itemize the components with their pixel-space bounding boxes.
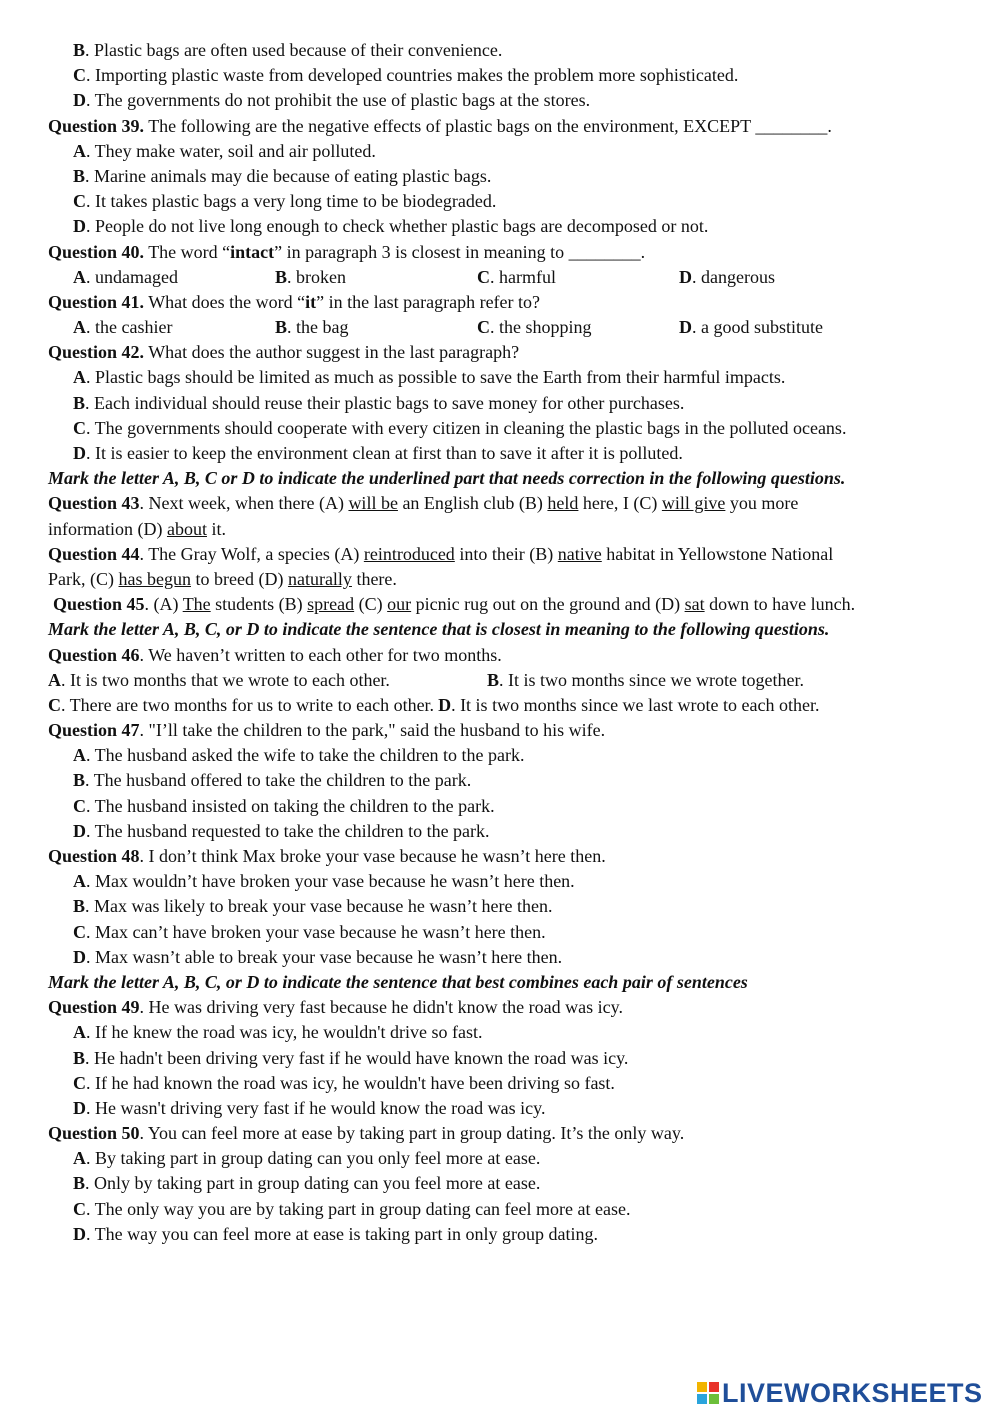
q50-stem: Question 50. You can feel more at ease by taking part in group dating. It’s the only way. xyxy=(48,1123,685,1144)
q48-stem: Question 48. I don’t think Max broke your vase because he wasn’t here then. xyxy=(48,846,606,866)
q41-option-a[interactable]: A. the cashier xyxy=(73,317,173,338)
logo-wordmark: LIVEWORKSHEETS xyxy=(722,1377,983,1408)
q44-part-b[interactable]: native xyxy=(557,543,602,564)
logo-square xyxy=(697,1394,707,1404)
q38-option-b[interactable]: B. Plastic bags are often used because of their convenience. xyxy=(73,40,503,60)
q42-stem: Question 42. What does the author suggest in the last paragraph? xyxy=(48,342,520,363)
q40-option-a[interactable]: A. undamaged xyxy=(73,266,178,287)
q47-option-c[interactable]: C. The husband insisted on taking the children to the park. xyxy=(73,795,495,816)
q48-option-a[interactable]: A. Max wouldn’t have broken your vase because he wasn’t here then. xyxy=(73,871,575,892)
q46-options-row-1 xyxy=(48,668,958,693)
q44-part-a[interactable]: reintroduced xyxy=(363,543,455,564)
q38-option-c[interactable]: C. Importing plastic waste from developed countries makes the problem more sophisticated. xyxy=(73,65,739,86)
q40-option-b[interactable]: B. broken xyxy=(275,266,346,287)
q48-option-c[interactable]: C. Max can’t have broken your vase because he wasn’t here then. xyxy=(73,921,546,942)
q39-option-b[interactable]: B. Marine animals may die because of eating plastic bags. xyxy=(73,165,492,186)
q47-option-d[interactable]: D. The husband requested to take the children to the park. xyxy=(73,820,490,841)
q43-part-b[interactable]: held xyxy=(547,493,579,514)
q42-option-a[interactable]: A. Plastic bags should be limited as much as possible to save the Earth from their harmful impacts. xyxy=(73,367,786,388)
q50-option-b[interactable]: B. Only by taking part in group dating can you feel more at ease. xyxy=(73,1173,541,1194)
q42-option-b[interactable]: B. Each individual should reuse their plastic bags to save money for other purchases. xyxy=(73,392,685,413)
q41-option-d[interactable]: D. a good substitute xyxy=(679,317,823,338)
q41-options xyxy=(48,315,958,340)
q42-option-c[interactable]: C. The governments should cooperate with every citizen in cleaning the plastic bags in the polluted oceans. xyxy=(73,417,847,438)
q43-part-d[interactable]: about xyxy=(166,518,207,539)
q46-option-b[interactable]: B. It is two months since we wrote together. xyxy=(487,669,804,690)
q46-option-c[interactable]: C. There are two months for us to write to each other. xyxy=(48,694,435,715)
q44-part-d[interactable]: naturally xyxy=(287,568,352,589)
q50-option-a[interactable]: A. By taking part in group dating can you only feel more at ease. xyxy=(73,1148,541,1169)
q44-line-2: Park, (C) has begun to breed (D) naturally there. xyxy=(48,568,397,589)
q46-option-d[interactable]: D. It is two months since we last wrote to each other. xyxy=(438,694,820,715)
q39-option-d[interactable]: D. People do not live long enough to check whether plastic bags are decomposed or not. xyxy=(73,216,709,237)
q50-option-c[interactable]: C. The only way you are by taking part in group dating can feel more at ease. xyxy=(73,1198,631,1219)
instruction-error-correction: Mark the letter A, B, C or D to indicate the underlined part that needs correction in the following questions. xyxy=(48,468,846,489)
q49-stem: Question 49. He was driving very fast because he didn't know the road was icy. xyxy=(48,997,623,1018)
q41-option-b[interactable]: B. the bag xyxy=(275,317,349,338)
worksheet-page xyxy=(48,38,958,1247)
q44-line-1: Question 44. The Gray Wolf, a species (A) reintroduced into their (B) native habitat in Yellowstone National xyxy=(48,543,834,564)
q45-part-d[interactable]: sat xyxy=(684,594,705,615)
instruction-combine-sentences: Mark the letter A, B, C, or D to indicate the sentence that best combines each pair of sentences xyxy=(48,971,748,992)
q49-option-b[interactable]: B. He hadn't been driving very fast if he would have known the road was icy. xyxy=(73,1047,629,1068)
q42-option-d[interactable]: D. It is easier to keep the environment clean at first than to save it after it is polluted. xyxy=(73,443,683,463)
q43-part-a[interactable]: will be xyxy=(348,493,398,514)
q43-part-c[interactable]: will give xyxy=(661,493,726,514)
q49-option-a[interactable]: A. If he knew the road was icy, he wouldn't drive so fast. xyxy=(73,1022,483,1043)
logo-square xyxy=(709,1394,719,1404)
q48-option-d[interactable]: D. Max wasn’t able to break your vase because he wasn’t here then. xyxy=(73,946,563,967)
q47-option-b[interactable]: B. The husband offered to take the children to the park. xyxy=(73,770,472,791)
q38-option-d[interactable]: D. The governments do not prohibit the use of plastic bags at the stores. xyxy=(73,90,591,111)
q41-stem: Question 41. What does the word “it” in the last paragraph refer to? xyxy=(48,291,541,312)
q47-stem: Question 47. "I’ll take the children to the park," said the husband to his wife. xyxy=(48,720,606,741)
q45-part-b[interactable]: spread xyxy=(307,594,355,615)
q47-option-a[interactable]: A. The husband asked the wife to take the children to the park. xyxy=(73,745,525,766)
q49-option-c[interactable]: C. If he had known the road was icy, he wouldn't have been driving so fast. xyxy=(73,1072,615,1093)
q39-stem: Question 39. The following are the negative effects of plastic bags on the environment, EXCEPT ________. xyxy=(48,115,832,136)
instruction-closest-meaning: Mark the letter A, B, C, or D to indicate the sentence that is closest in meaning to the following questions. xyxy=(48,619,830,640)
q43-line-1: Question 43. Next week, when there (A) will be an English club (B) held here, I (C) will give you more xyxy=(48,493,799,514)
q43-line-2: information (D) about it. xyxy=(48,518,226,539)
q39-option-a[interactable]: A. They make water, soil and air polluted. xyxy=(73,140,376,161)
q44-part-c[interactable]: has begun xyxy=(118,568,191,589)
q46-options-row-2 xyxy=(48,693,958,718)
q49-option-d[interactable]: D. He wasn't driving very fast if he would know the road was icy. xyxy=(73,1097,546,1118)
q39-option-c[interactable]: C. It takes plastic bags a very long time to be biodegraded. xyxy=(73,191,497,212)
logo-square xyxy=(709,1382,719,1392)
q50-option-d[interactable]: D. The way you can feel more at ease is taking part in only group dating. xyxy=(73,1223,599,1244)
q46-stem: Question 46. We haven’t written to each other for two months. xyxy=(48,644,502,665)
q41-option-c[interactable]: C. the shopping xyxy=(477,317,592,338)
q48-option-b[interactable]: B. Max was likely to break your vase because he wasn’t here then. xyxy=(73,896,553,917)
q40-option-c[interactable]: C. harmful xyxy=(477,266,556,287)
q45-line: Question 45. (A) The students (B) spread (C) our picnic rug out on the ground and (D) sat down to have lunch. xyxy=(53,594,856,615)
q40-options xyxy=(48,265,958,290)
liveworksheets-logo xyxy=(697,1376,983,1410)
liveworksheets-mark-icon xyxy=(697,1382,719,1404)
logo-square xyxy=(697,1382,707,1392)
q40-option-d[interactable]: D. dangerous xyxy=(679,266,775,287)
q45-part-c[interactable]: our xyxy=(387,594,412,615)
q46-option-a[interactable]: A. It is two months that we wrote to each other. xyxy=(48,669,390,690)
q40-stem: Question 40. The word “intact” in paragraph 3 is closest in meaning to ________. xyxy=(48,241,646,262)
q45-part-a[interactable]: The xyxy=(182,594,211,615)
